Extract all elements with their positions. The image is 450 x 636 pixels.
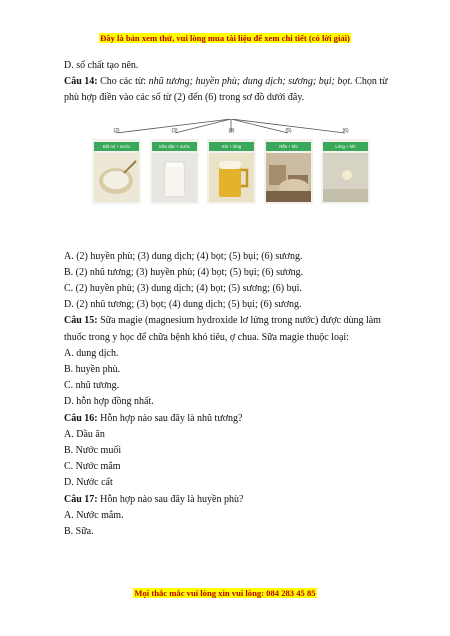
question-text: Hỗn hợp nào sau đây là nhũ tương? <box>97 412 243 424</box>
option-text: D. hỗn hợp đồng nhất. <box>64 396 154 408</box>
panel-label: Bột mì + nước <box>94 142 139 151</box>
option-text: D. Nước cất <box>64 477 113 489</box>
footer-contact: Mọi thắc mắc vui lòng xin vui lòng: 084 283 45 85 <box>134 588 316 598</box>
panel-label: Khí + lỏng <box>209 142 254 151</box>
question-text: Hỗn hợp nào sau đây là huyền phù? <box>97 493 244 505</box>
question-text: Sữa magie (magnesium hydroxide lơ lửng trong nước) được dùng làm thuốc trong y học để chữa bệnh khó tiêu, ợ chua. Sữa magie thuộc loại: <box>64 315 381 343</box>
option-text: C. (2) huyền phù; (3) dung dịch; (4) bọt; (5) sương; (6) bụi. <box>64 283 302 295</box>
option-text: D. số chất tạo nên. <box>64 60 139 71</box>
diagram-number: (5) <box>285 127 292 134</box>
question-text: Cho các từ: <box>97 76 149 88</box>
mixture-diagram <box>64 119 394 207</box>
header-notice: Đây là bản xem thử, vui lòng mua tài liệu để xem chi tiết (có lời giải) <box>100 33 350 43</box>
question-label: Câu 14: <box>64 76 98 88</box>
option-text: C. nhũ tương. <box>64 380 120 392</box>
panel-label: Sữa đặc + nước <box>152 142 197 151</box>
option-text: A. Dầu ăn <box>64 428 105 440</box>
question-14 <box>64 74 394 106</box>
flour-bowl-image <box>94 153 139 202</box>
question-label: Câu 15: <box>64 315 98 327</box>
option-text: B. Sữa. <box>64 526 94 538</box>
panel-label: Lỏng + khí <box>323 142 368 151</box>
diagram-number: (4) <box>228 127 235 134</box>
diagram-panel <box>207 139 256 204</box>
question-words: nhũ tương; huyền phù; dung dịch; sương; bụi; bọt. <box>148 76 353 88</box>
dust-scene-image <box>266 153 311 202</box>
diagram-number: (6) <box>342 127 349 134</box>
question-15 <box>64 313 394 345</box>
option-text: A. dung dịch. <box>64 347 119 359</box>
option-text: C. Nước mắm <box>64 461 121 473</box>
diagram-panel <box>92 139 141 204</box>
page-content <box>64 58 394 540</box>
question-16 <box>64 411 394 427</box>
beer-mug-image <box>209 153 254 202</box>
option-text: B. Nước muối <box>64 445 122 457</box>
diagram-panel <box>264 139 313 204</box>
option-text: B. huyền phù. <box>64 364 121 376</box>
fog-scene-image <box>323 153 368 202</box>
question-17 <box>64 492 394 508</box>
question-text: Chọn từ phù hợp điền vào các số từ (2) đến (6) trong sơ đồ dưới đây. <box>64 76 388 104</box>
question-label: Câu 17: <box>64 493 98 505</box>
question-label: Câu 16: <box>64 412 98 424</box>
diagram-panel <box>321 139 370 204</box>
panel-label: Rắn + khí <box>266 142 311 151</box>
option-text: A. Nước mắm. <box>64 509 124 521</box>
diagram-panel <box>150 139 199 204</box>
option-text: D. (2) nhũ tương; (3) bọt; (4) dung dịch; (5) bụi; (6) sương. <box>64 299 302 311</box>
option-text: A. (2) huyền phù; (3) dung dịch; (4) bọt; (5) bụi; (6) sương. <box>64 250 303 262</box>
diagram-number: (3) <box>171 127 178 134</box>
diagram-number: (2) <box>113 127 120 134</box>
milk-glass-image <box>152 153 197 202</box>
option-text: B. (2) nhũ tương; (3) huyền phù; (4) bọt; (5) bụi; (6) sương. <box>64 266 304 278</box>
